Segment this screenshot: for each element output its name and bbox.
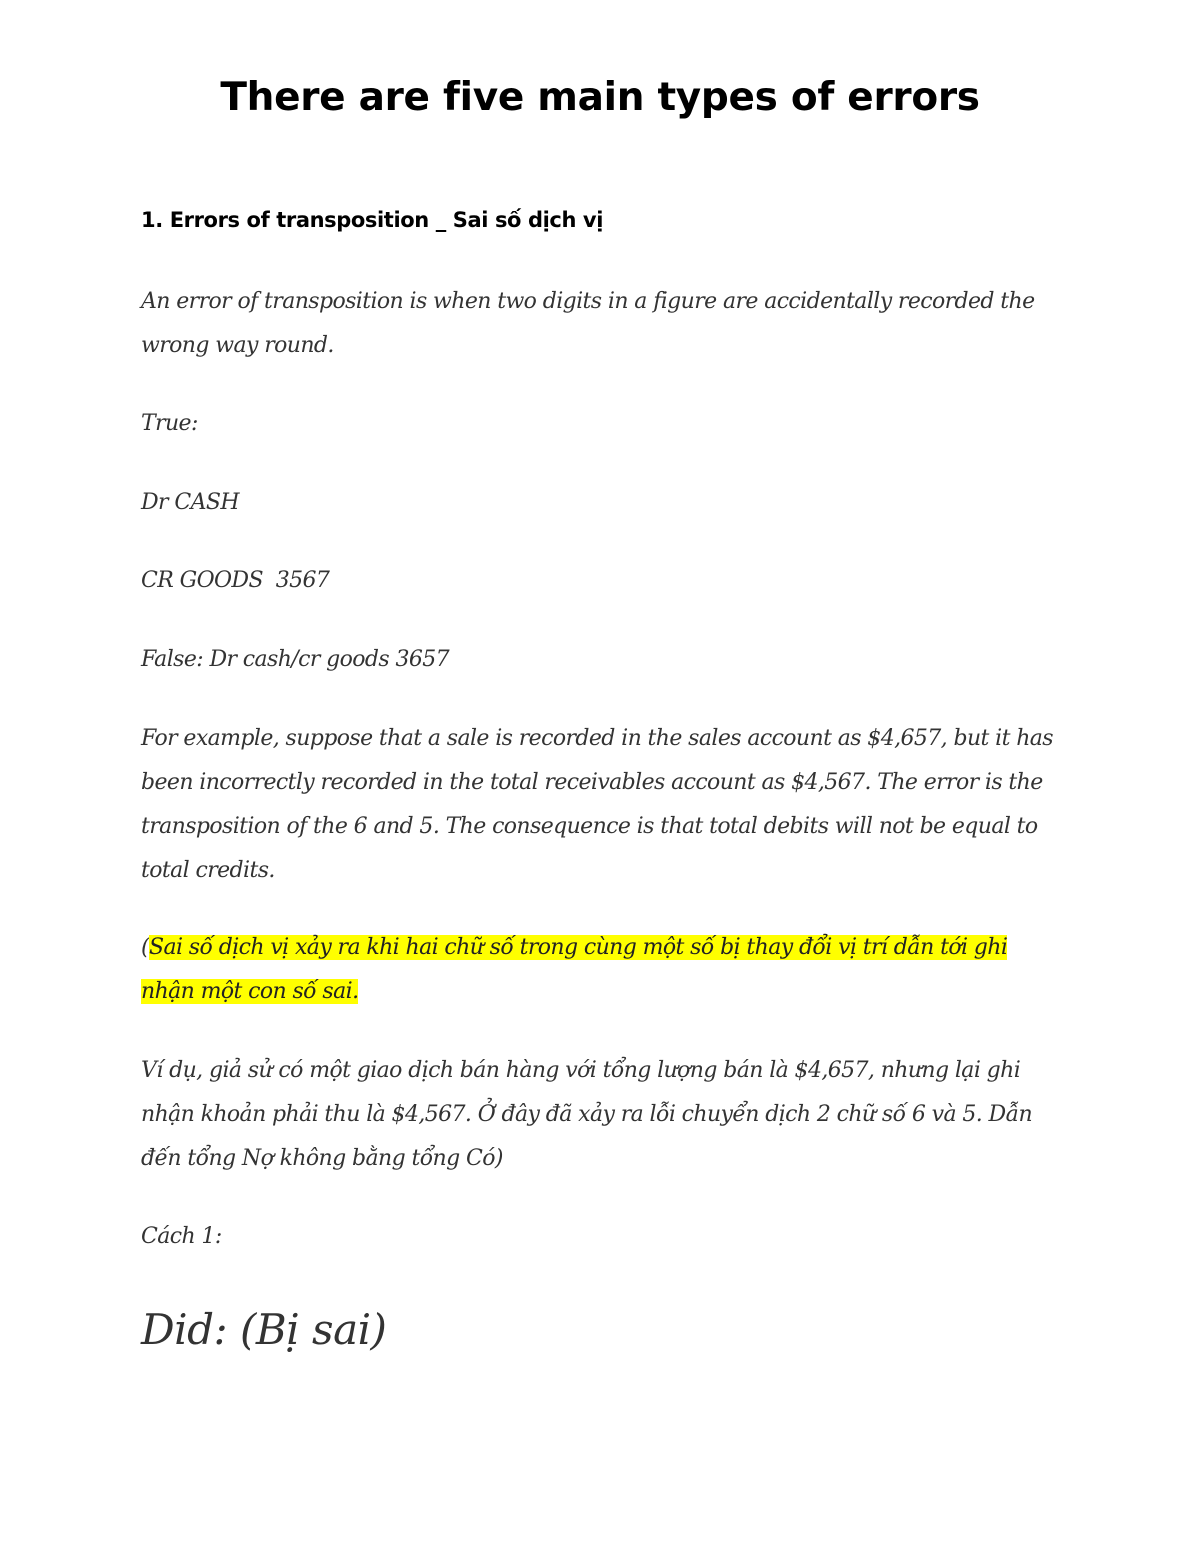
open-paren: ( xyxy=(141,935,149,960)
method-label: Cách 1: xyxy=(141,1224,222,1249)
credit-entry: CR GOODS 3567 xyxy=(141,568,330,593)
vietnamese-definition-paragraph xyxy=(141,926,1061,1014)
vietnamese-example-paragraph: Ví dụ, giả sử có một giao dịch bán hàng với tổng lượng bán là $4,657, nhưng lại ghi nhận khoản phải thu là $4,567. Ở đây đã xảy ra lỗi chuyển dịch 2 chữ số 6 và 5. Dẫn đến tổng Nợ không bằng tổng Có) xyxy=(141,1058,1033,1171)
true-label: True: xyxy=(141,411,198,436)
debit-entry: Dr CASH xyxy=(141,490,239,515)
false-entry: False: Dr cash/cr goods 3657 xyxy=(141,647,450,672)
section-heading: 1. Errors of transposition _ Sai số dịch vị xyxy=(141,208,604,232)
definition-paragraph: An error of transposition is when two digits in a figure are accidentally recorded the wrong way round. xyxy=(141,289,1035,358)
example-paragraph: For example, suppose that a sale is recorded in the sales account as $4,657, but it has been incorrectly recorded in the total receivables account as $4,567. The error is the transposition of the 6 and 5. The consequence is that total debits will not be equal to total credits. xyxy=(141,726,1053,883)
page-title: There are five main types of errors xyxy=(220,75,980,120)
did-label: Did: (Bị sai) xyxy=(141,1305,387,1354)
highlighted-text: Sai số dịch vị xảy ra khi hai chữ số trong cùng một số bị thay đổi vị trí dẫn tới ghi nhận một con số sai. xyxy=(141,935,1008,1004)
